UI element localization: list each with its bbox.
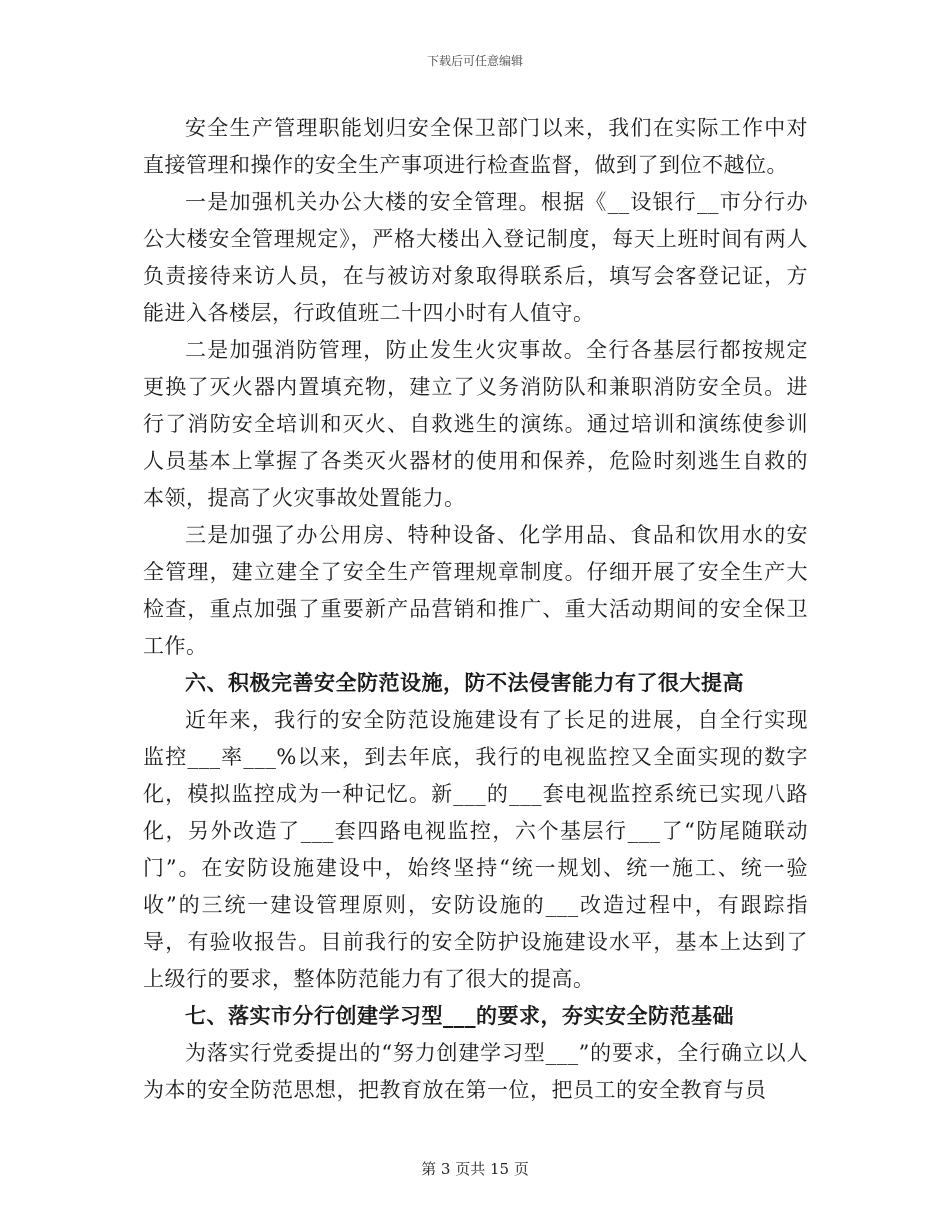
paragraph: 一是加强机关办公大楼的安全管理。根据《__设银行__市分行办公大楼安全管理规定》，严格大楼出入登记制度，每天上班时间有两人负责接待来访人员，在与被访对象取得联系后，填写会客登记证，方能进入各楼层，行政值班二十四小时有人值守。	[143, 190, 808, 325]
paragraph: 安全生产管理职能划归安全保卫部门以来，我们在实际工作中对直接管理和操作的安全生产事项进行检查监督，做到了到位不越位。	[143, 116, 808, 177]
paragraph: 近年来，我行的安全防范设施建设有了长足的进展，自全行实现监控___率___%以来，到去年底，我行的电视监控又全面实现的数字化，模拟监控成为一种记忆。新___的___套电视监控系统已实现八路化，另外改造了___套四路电视监控，六个基层行___了“防尾随联动门”。在安防设施建设中，始终坚持“统一规划、统一施工、统一验收”的三统一建设管理原则，安防设施的___改造过程中，有跟踪指导，有验收报告。目前我行的安全防护设施建设水平，基本上达到了上级行的要求，整体防范能力有了很大的提高。	[143, 708, 808, 991]
page-header-note: 下载后可任意编辑	[426, 54, 523, 68]
paragraph: 为落实行党委提出的“努力创建学习型___”的要求，全行确立以人为本的安全防范思想，把教育放在第一位，把员工的安全教育与员	[143, 1041, 808, 1102]
section-heading-7: 七、落实市分行创建学习型___的要求，夯实安全防范基础	[185, 1004, 734, 1028]
document-body	[143, 110, 808, 1109]
paragraph: 二是加强消防管理，防止发生火灾事故。全行各基层行都按规定更换了灭火器内置填充物，建立了义务消防队和兼职消防安全员。进行了消防安全培训和灭火、自救逃生的演练。通过培训和演练使参训人员基本上掌握了各类灭火器材的使用和保养，危险时刻逃生自救的本领，提高了火灾事故处置能力。	[143, 338, 808, 510]
paragraph: 三是加强了办公用房、特种设备、化学用品、食品和饮用水的安全管理，建立建全了安全生产管理规章制度。仔细开展了安全生产大检查，重点加强了重要新产品营销和推广、重大活动期间的安全保卫工作。	[143, 523, 808, 658]
page-number: 第 3 页共 15 页	[421, 1160, 529, 1178]
section-heading-6: 六、积极完善安全防范设施，防不法侵害能力有了很大提高	[185, 671, 744, 695]
